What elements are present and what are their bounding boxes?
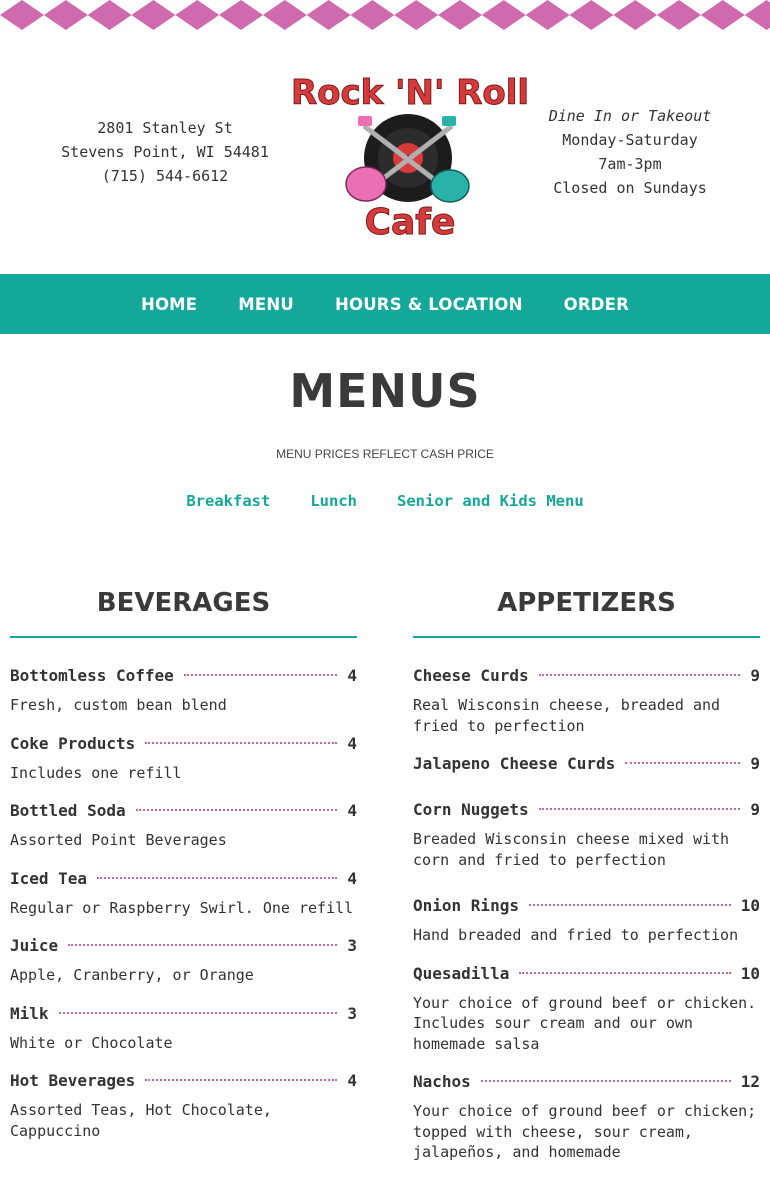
menu-item-name: Bottled Soda [10, 801, 126, 820]
address-city: Stevens Point, WI 54481 [61, 143, 269, 161]
menu-item-name: Coke Products [10, 733, 136, 753]
nav-home[interactable]: HOME [140, 294, 198, 314]
logo-text-rocknroll: Rock 'N' Roll [290, 73, 530, 113]
menu-item [10, 801, 357, 851]
leader-dots [145, 742, 337, 744]
zigzag-diamond [394, 0, 438, 30]
hours-block [520, 104, 740, 200]
menu-item [10, 1071, 357, 1141]
menu-item-name: Cheese Curds [413, 666, 529, 685]
menu-item-name: Nachos [413, 1072, 471, 1091]
leader-dots [481, 1080, 731, 1082]
zigzag-diamond [350, 0, 394, 30]
service-type: Dine In or Takeout [548, 107, 712, 125]
menu-item-header [10, 1004, 357, 1024]
menu-item [413, 964, 760, 1055]
logo-text-cafe: Cafe [364, 202, 456, 238]
menu-item [413, 896, 760, 946]
menu-item-description: Assorted Point Beverages [10, 831, 227, 849]
menu-item-header [10, 801, 357, 821]
menu-item-description: Apple, Cranberry, or Orange [10, 966, 254, 984]
menu-item [413, 800, 760, 870]
menu-item-name: Juice [10, 936, 59, 955]
menu-item [413, 754, 760, 774]
leader-dots [145, 1079, 337, 1081]
leader-dots [539, 674, 741, 676]
menu-link-lunch[interactable]: Lunch [310, 492, 358, 510]
zigzag-border [0, 0, 770, 32]
menu-item-list [413, 666, 760, 1163]
menu-item-header [413, 666, 760, 686]
phone-number[interactable]: (715) 544-6612 [101, 167, 229, 185]
leader-dots [97, 877, 337, 879]
leader-dots [136, 809, 338, 811]
open-days: Monday-Saturday [562, 131, 698, 149]
zigzag-diamond [219, 0, 263, 30]
menu-item-name: Jalapeno Cheese Curds [413, 754, 616, 773]
menu-item-price: 9 [750, 666, 760, 685]
leader-dots [519, 972, 730, 974]
zigzag-diamond [569, 0, 613, 30]
nav-menu[interactable]: MENU [238, 294, 294, 314]
open-hours: 7am-3pm [598, 155, 662, 173]
leader-dots [529, 904, 731, 906]
menu-links [0, 492, 770, 510]
menu-item-description: Breaded Wisconsin cheese mixed with corn and fried to perfection [413, 830, 730, 869]
menu-item-name: Iced Tea [10, 868, 88, 888]
leader-dots [625, 762, 740, 764]
menu-item-header [10, 1071, 357, 1091]
leader-dots [59, 1012, 338, 1014]
menu-item [10, 666, 357, 716]
zigzag-diamond [0, 0, 44, 30]
menu-item-header [413, 1072, 760, 1092]
menu-item-name: Milk [10, 1003, 49, 1023]
menu-item-description: Includes one refill [10, 763, 182, 782]
address-street: 2801 Stanley St [97, 119, 233, 137]
zigzag-diamond [745, 0, 770, 30]
address-block [30, 116, 300, 188]
page-title: MENUS [289, 364, 481, 418]
leader-dots [184, 674, 338, 676]
menu-item-description: Hand breaded and fried to perfection [413, 926, 739, 944]
zigzag-diamond [44, 0, 88, 30]
menu-item-header [10, 666, 357, 686]
menu-item-description: Your choice of ground beef or chicken; topped with cheese, sour cream, jalapeños, and homemade [413, 1102, 757, 1161]
zigzag-diamond [263, 0, 307, 30]
menu-item-price: 4 [347, 801, 357, 820]
menu-item-price: 4 [347, 1071, 357, 1090]
menu-item-price: 3 [347, 936, 357, 955]
menu-item-price: 4 [347, 733, 357, 753]
section-beverages [10, 588, 357, 1159]
zigzag-diamond [175, 0, 219, 30]
menu-item-price: 10 [740, 896, 760, 915]
menu-link-senior-kids[interactable]: Senior and Kids Menu [397, 492, 584, 510]
menu-item-description: Real Wisconsin cheese, breaded and fried to perfection [413, 696, 721, 735]
zigzag-diamond [307, 0, 351, 30]
menu-item-header [10, 734, 357, 754]
menu-item-description: Fresh, custom bean blend [10, 696, 227, 714]
menu-item-list [10, 666, 357, 1141]
zigzag-diamond [701, 0, 745, 30]
zigzag-diamond [131, 0, 175, 30]
menu-item-header [413, 800, 760, 820]
menu-item-header [10, 869, 357, 889]
menu-item-price: 9 [750, 754, 760, 773]
nav-order[interactable]: ORDER [563, 294, 630, 314]
zigzag-diamond [526, 0, 570, 30]
menu-item-name: Quesadilla [413, 963, 510, 983]
menu-item-header [413, 896, 760, 916]
site-header [0, 60, 770, 250]
menu-item-description: White or Chocolate [10, 1033, 173, 1052]
menu-item [10, 869, 357, 919]
menu-item-price: 9 [750, 800, 760, 819]
menu-item-description: Assorted Teas, Hot Chocolate, Cappuccino [10, 1101, 272, 1140]
menu-item [413, 666, 760, 736]
nav-hours-location[interactable]: HOURS & LOCATION [334, 294, 523, 314]
menu-item [10, 936, 357, 986]
menu-item-price: 4 [347, 868, 357, 888]
menu-link-breakfast[interactable]: Breakfast [186, 492, 271, 510]
menu-item-description: Regular or Raspberry Swirl. One refill [10, 898, 354, 917]
menu-item-price: 10 [740, 963, 760, 983]
main-nav [0, 274, 770, 334]
leader-dots [68, 944, 337, 946]
zigzag-diamond [88, 0, 132, 30]
menu-item-price: 12 [740, 1072, 760, 1091]
zigzag-diamond [657, 0, 701, 30]
section-title: APPETIZERS [413, 588, 760, 638]
price-note: MENU PRICES REFLECT CASH PRICE [276, 447, 494, 461]
zigzag-diamond [482, 0, 526, 30]
section-title: BEVERAGES [10, 588, 357, 638]
menu-item [10, 734, 357, 784]
menu-item-header [10, 936, 357, 956]
menu-item-description: Your choice of ground beef or chicken. Includes sour cream and our own homemade salsa [413, 993, 757, 1053]
closed-days: Closed on Sundays [553, 179, 707, 197]
section-appetizers [413, 588, 760, 1181]
menu-item-header [413, 754, 760, 774]
menu-item-name: Hot Beverages [10, 1071, 136, 1090]
zigzag-diamond [438, 0, 482, 30]
leader-dots [539, 808, 741, 810]
cafe-logo[interactable] [282, 68, 538, 238]
menu-item [413, 1072, 760, 1163]
menu-item-name: Onion Rings [413, 896, 519, 915]
menu-item-name: Corn Nuggets [413, 800, 529, 819]
menu-item [10, 1004, 357, 1054]
zigzag-diamond [613, 0, 657, 30]
menu-item-price: 3 [347, 1003, 357, 1023]
menu-item-header [413, 964, 760, 984]
menu-item-price: 4 [347, 666, 357, 685]
menu-item-name: Bottomless Coffee [10, 666, 174, 685]
